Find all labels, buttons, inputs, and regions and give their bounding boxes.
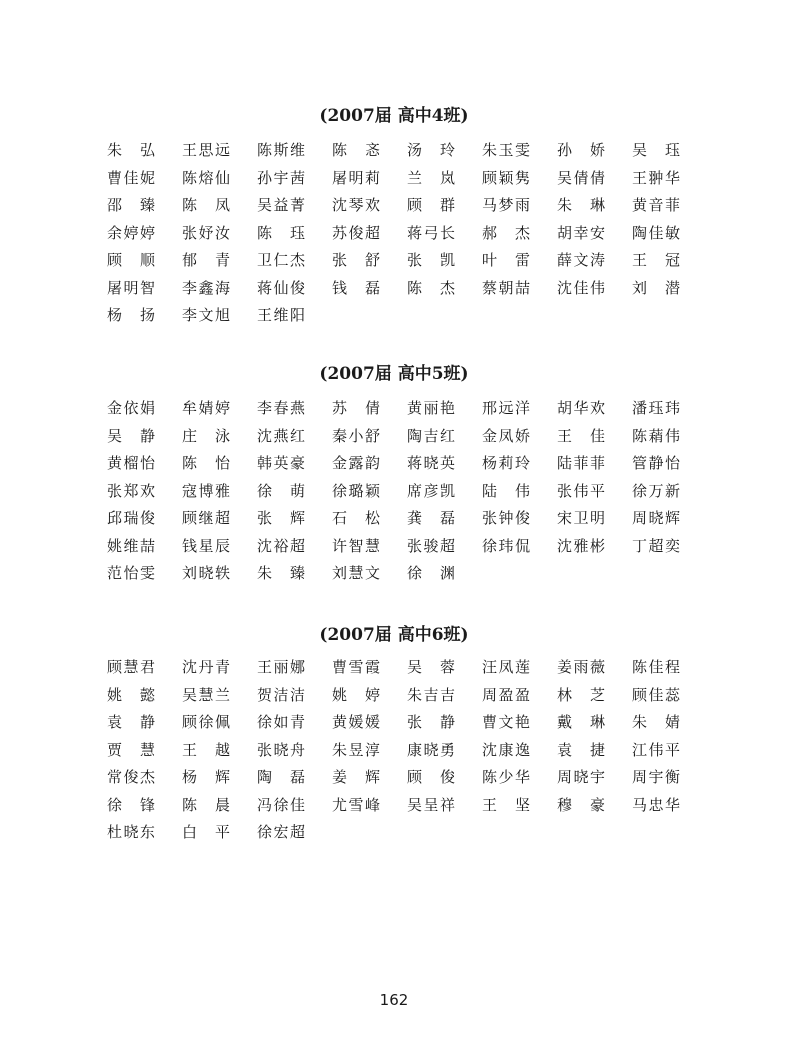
student-name: 周 晓 宇 (557, 768, 605, 786)
student-name: 顾 佳 蕊 (632, 685, 680, 704)
student-name: 蒋 仙 俊 (257, 278, 305, 297)
student-name: 兰 岚 (407, 168, 455, 187)
student-name: 徐 宏 超 (257, 823, 305, 841)
student-name: 周 晓 辉 (632, 509, 680, 527)
class-section-6 (0, 624, 788, 646)
student-name: 龚 磊 (407, 509, 455, 527)
student-name: 陈 珏 (257, 223, 305, 242)
student-name: 贺 洁 洁 (257, 685, 305, 704)
student-name: 顾 继 超 (182, 509, 230, 527)
student-name: 朱 玉 雯 (482, 141, 530, 159)
student-name: 白 平 (182, 823, 230, 841)
student-name: 曹 佳 妮 (107, 168, 155, 187)
student-name: 刘 晓 轶 (182, 564, 230, 582)
student-name: 卫 仁 杰 (257, 251, 305, 269)
student-name: 陶 磊 (257, 768, 305, 786)
student-name: 陈 少 华 (482, 768, 530, 786)
student-name: 金 露 韵 (332, 454, 380, 472)
student-name: 黄 媛 媛 (332, 713, 380, 731)
student-name: 姜 雨 薇 (557, 658, 605, 676)
student-name: 朱 臻 (257, 564, 305, 582)
student-name: 朱 琳 (557, 196, 605, 214)
student-name: 杜 晓 东 (107, 823, 155, 841)
student-name: 陶 吉 红 (407, 426, 455, 445)
student-name: 吴 倩 倩 (557, 168, 605, 187)
student-name: 陈 佳 程 (632, 658, 680, 676)
student-name: 陆 伟 (482, 481, 530, 500)
student-name: 丁 超 奕 (632, 536, 680, 555)
student-name: 曹 文 艳 (482, 713, 530, 731)
student-name: 牟 婧 婷 (182, 399, 230, 417)
student-name: 杨 辉 (182, 768, 230, 786)
student-name: 张 妤 汝 (182, 223, 230, 242)
student-name: 许 智 慧 (332, 536, 380, 555)
student-name: 姚 懿 (107, 685, 155, 704)
student-name: 刘 潜 (632, 278, 680, 297)
student-name: 寇 博 雅 (182, 481, 230, 500)
student-name: 王 佳 (557, 426, 605, 445)
student-name: 郝 杰 (482, 223, 530, 242)
student-name: 管 静 怡 (632, 454, 680, 472)
student-name: 张 骏 超 (407, 536, 455, 555)
student-name: 马 梦 雨 (482, 196, 530, 214)
student-name: 吴 呈 祥 (407, 795, 455, 814)
student-name: 沈 燕 红 (257, 426, 305, 445)
student-name: 叶 雷 (482, 251, 530, 269)
student-name: 顾 俊 (407, 768, 455, 786)
student-name: 陈 怡 (182, 454, 230, 472)
student-name: 汤 玲 (407, 141, 455, 159)
student-name: 马 忠 华 (632, 795, 680, 814)
class-section-5 (0, 363, 788, 385)
student-name: 席 彦 凯 (407, 481, 455, 500)
student-name: 蒋 晓 英 (407, 454, 455, 472)
student-name: 张 静 (407, 713, 455, 731)
name-list (107, 140, 707, 333)
student-name: 庄 泳 (182, 426, 230, 445)
section-title: (2007届 高中4班) (319, 106, 469, 126)
page-number: 162 (379, 991, 409, 1009)
student-name: 蔡 朝 喆 (482, 278, 530, 297)
student-name: 顾 颖 隽 (482, 168, 530, 187)
student-name: 李 文 旭 (182, 306, 230, 324)
class-section-4 (0, 105, 788, 127)
student-name: 王 丽 娜 (257, 658, 305, 676)
student-name: 周 盈 盈 (482, 685, 530, 704)
student-name: 林 芝 (557, 685, 605, 704)
student-name: 王 维 阳 (257, 306, 305, 324)
student-name: 钱 磊 (332, 278, 380, 297)
student-name: 邢 远 洋 (482, 399, 530, 417)
student-name: 朱 婧 (632, 713, 680, 731)
student-name: 沈 康 逸 (482, 740, 530, 759)
student-name: 张 凯 (407, 251, 455, 269)
student-name: 沈 裕 超 (257, 536, 305, 555)
student-name: 姚 维 喆 (107, 536, 155, 555)
student-name: 王 坚 (482, 795, 530, 814)
student-name: 杨 扬 (107, 306, 155, 324)
student-name: 屠 明 智 (107, 278, 155, 297)
name-list (107, 657, 707, 850)
student-name: 陈 凤 (182, 196, 230, 214)
student-name: 李 春 燕 (257, 399, 305, 417)
student-name: 王 越 (182, 740, 230, 759)
student-name: 金 依 娟 (107, 399, 155, 417)
student-name: 王 冠 (632, 251, 680, 269)
student-name: 吴 珏 (632, 141, 680, 159)
student-name: 黄 榴 怡 (107, 454, 155, 472)
student-name: 顾 顺 (107, 251, 155, 269)
student-name: 徐 萌 (257, 481, 305, 500)
student-name: 穆 豪 (557, 795, 605, 814)
student-name: 李 鑫 海 (182, 278, 230, 297)
student-name: 黄 丽 艳 (407, 399, 455, 417)
student-name: 范 怡 雯 (107, 564, 155, 582)
student-name: 袁 捷 (557, 740, 605, 759)
student-name: 朱 吉 吉 (407, 685, 455, 704)
student-name: 沈 丹 青 (182, 658, 230, 676)
student-name: 潘 珏 玮 (632, 399, 680, 417)
student-name: 沈 佳 伟 (557, 278, 605, 297)
student-name: 刘 慧 文 (332, 564, 380, 582)
student-name: 陈 杰 (407, 278, 455, 297)
student-name: 王 翀 华 (632, 168, 680, 187)
student-name: 朱 弘 (107, 141, 155, 159)
student-name: 邵 臻 (107, 196, 155, 214)
student-name: 徐 锋 (107, 795, 155, 814)
section-title: (2007届 高中6班) (319, 625, 469, 645)
student-name: 韩 英 豪 (257, 454, 305, 472)
student-name: 顾 慧 君 (107, 658, 155, 676)
student-name: 孙 娇 (557, 141, 605, 159)
student-name: 杨 莉 玲 (482, 454, 530, 472)
student-name: 徐 玮 侃 (482, 536, 530, 555)
student-name: 张 钟 俊 (482, 509, 530, 527)
student-name: 吴 静 (107, 426, 155, 445)
student-name: 朱 昱 淳 (332, 740, 380, 759)
student-name: 秦 小 舒 (332, 426, 380, 445)
student-name: 蒋 弓 长 (407, 223, 455, 242)
student-name: 袁 静 (107, 713, 155, 731)
student-name: 曹 雪 霞 (332, 658, 380, 676)
student-name: 贾 慧 (107, 740, 155, 759)
student-name: 宋 卫 明 (557, 509, 605, 527)
student-name: 尤 雪 峰 (332, 795, 380, 814)
student-name: 徐 璐 颖 (332, 481, 380, 500)
student-name: 康 晓 勇 (407, 740, 455, 759)
student-name: 张 晓 舟 (257, 740, 305, 759)
student-name: 张 辉 (257, 509, 305, 527)
student-name: 屠 明 莉 (332, 168, 380, 187)
student-name: 金 凤 娇 (482, 426, 530, 445)
student-name: 陈 斯 维 (257, 141, 305, 159)
student-name: 沈 琴 欢 (332, 196, 380, 214)
student-name: 胡 华 欢 (557, 399, 605, 417)
student-name: 汪 凤 莲 (482, 658, 530, 676)
student-name: 张 郑 欢 (107, 481, 155, 500)
student-name: 姚 婷 (332, 685, 380, 704)
student-name: 吴 慧 兰 (182, 685, 230, 704)
student-name: 郁 青 (182, 251, 230, 269)
student-name: 顾 徐 佩 (182, 713, 230, 731)
student-name: 钱 星 辰 (182, 536, 230, 555)
student-name: 沈 雅 彬 (557, 536, 605, 555)
student-name: 吴 益 菁 (257, 196, 305, 214)
student-name: 薛 文 涛 (557, 251, 605, 269)
student-name: 陶 佳 敏 (632, 223, 680, 242)
student-name: 张 舒 (332, 251, 380, 269)
student-name: 胡 幸 安 (557, 223, 605, 242)
student-name: 吴 蓉 (407, 658, 455, 676)
student-name: 苏 倩 (332, 399, 380, 417)
student-name: 顾 群 (407, 196, 455, 214)
student-name: 冯 徐 佳 (257, 795, 305, 814)
student-name: 戴 琳 (557, 713, 605, 731)
student-name: 姜 辉 (332, 768, 380, 786)
student-name: 石 松 (332, 509, 380, 527)
student-name: 徐 如 青 (257, 713, 305, 731)
student-name: 徐 渊 (407, 564, 455, 582)
student-name: 陈 忞 (332, 141, 380, 159)
student-name: 陆 菲 菲 (557, 454, 605, 472)
student-name: 王 思 远 (182, 141, 230, 159)
student-name: 余 婷 婷 (107, 223, 155, 242)
section-title: (2007届 高中5班) (319, 364, 469, 384)
student-name: 孙 宇 茜 (257, 168, 305, 187)
student-name: 周 宇 衡 (632, 768, 680, 786)
student-name: 苏 俊 超 (332, 223, 380, 242)
student-name: 邱 瑞 俊 (107, 509, 155, 527)
student-name: 常 俊 杰 (107, 768, 155, 786)
name-list (107, 398, 707, 591)
student-name: 黄 音 菲 (632, 196, 680, 214)
student-name: 陈 晨 (182, 795, 230, 814)
student-name: 江 伟 平 (632, 740, 680, 759)
student-name: 徐 万 新 (632, 481, 680, 500)
student-name: 张 伟 平 (557, 481, 605, 500)
student-name: 陈 熔 仙 (182, 168, 230, 187)
student-name: 陈 蕱 伟 (632, 426, 680, 445)
